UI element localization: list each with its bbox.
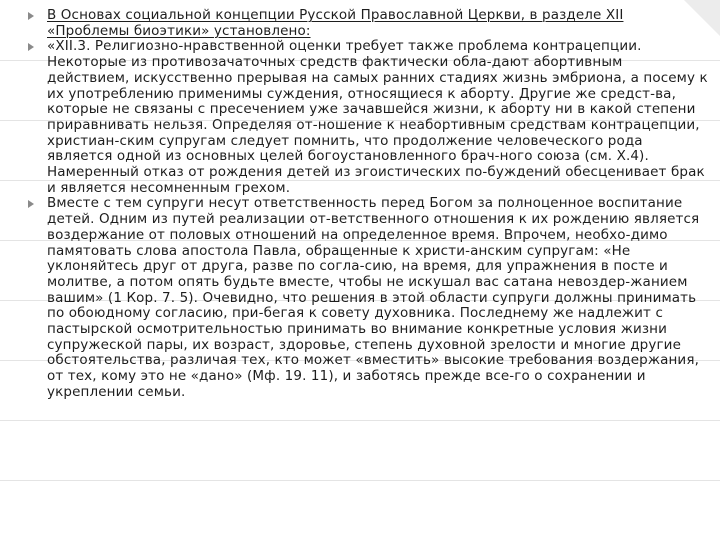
bullet-item-responsibility bbox=[28, 196, 708, 400]
background-stripe bbox=[0, 480, 720, 481]
bullet-item-quote bbox=[28, 39, 708, 196]
intro-text: В Основах социальной концепции Русской Православной Церкви, в разделе XII «Проблемы биоэтики» установлено: bbox=[47, 7, 624, 39]
bullet-item-intro bbox=[28, 8, 708, 39]
triangle-bullet-icon bbox=[28, 12, 34, 20]
quote-text: «XII.3. Религиозно-нравственной оценки требует также проблема контрацепции. Некоторые из противозачаточных средств фактически обла-дают абортивным действием, искусственно прерывая на самых ранних стадиях жизнь эмбриона, а посему к их употреблению применимы суждения, относящиеся к аборту. Другие же средст-ва, которые не связаны с пресечением уже зачавшейся жизни, к аборту ни в какой степени приравнивать нельзя. Определяя от-ношение к неабортивным средствам контрацепции, христиан-ским супругам следует помнить, что продолжение человеческого рода является одной из основных целей богоустановленного брач-ного союза (см. Х.4). Намеренный отказ от рождения детей из эгоистических по-буждений обесценивает брак и является несомненным грехом. bbox=[47, 38, 708, 196]
triangle-bullet-icon bbox=[28, 200, 34, 208]
bullet-list bbox=[28, 8, 708, 401]
background-stripe bbox=[0, 420, 720, 421]
responsibility-text: Вместе с тем супруги несут ответственность перед Богом за полноценное воспитание детей. Одним из путей реализации от-ветственного отношения к их рождению является воздержание от половых отношений на определенное время. Впрочем, необхо-димо памятовать слова апостола Павла, обращенные к христи-анским супругам: «Не уклоняйтесь друг от друга, разве по согла-сию, на время, для упражнения в посте и молитве, а потом опять будьте вместе, чтобы не искушал вас сатана невоздер-жанием вашим» (1 Кор. 7. 5). Очевидно, что решения в этой области супруги должны принимать по обоюдному согласию, при-бегая к совету духовника. Последнему же надлежит с пастырской осмотрительностью принимать во внимание конкретные условия жизни супружеской пары, их возраст, здоровье, степень духовной зрелости и многие другие обстоятельства, различая тех, кто может «вместить» высокие требования воздержания, от тех, кому это не «дано» (Мф. 19. 11), и заботясь прежде все-го о сохранении и укреплении семьи. bbox=[47, 195, 700, 400]
triangle-bullet-icon bbox=[28, 43, 34, 51]
